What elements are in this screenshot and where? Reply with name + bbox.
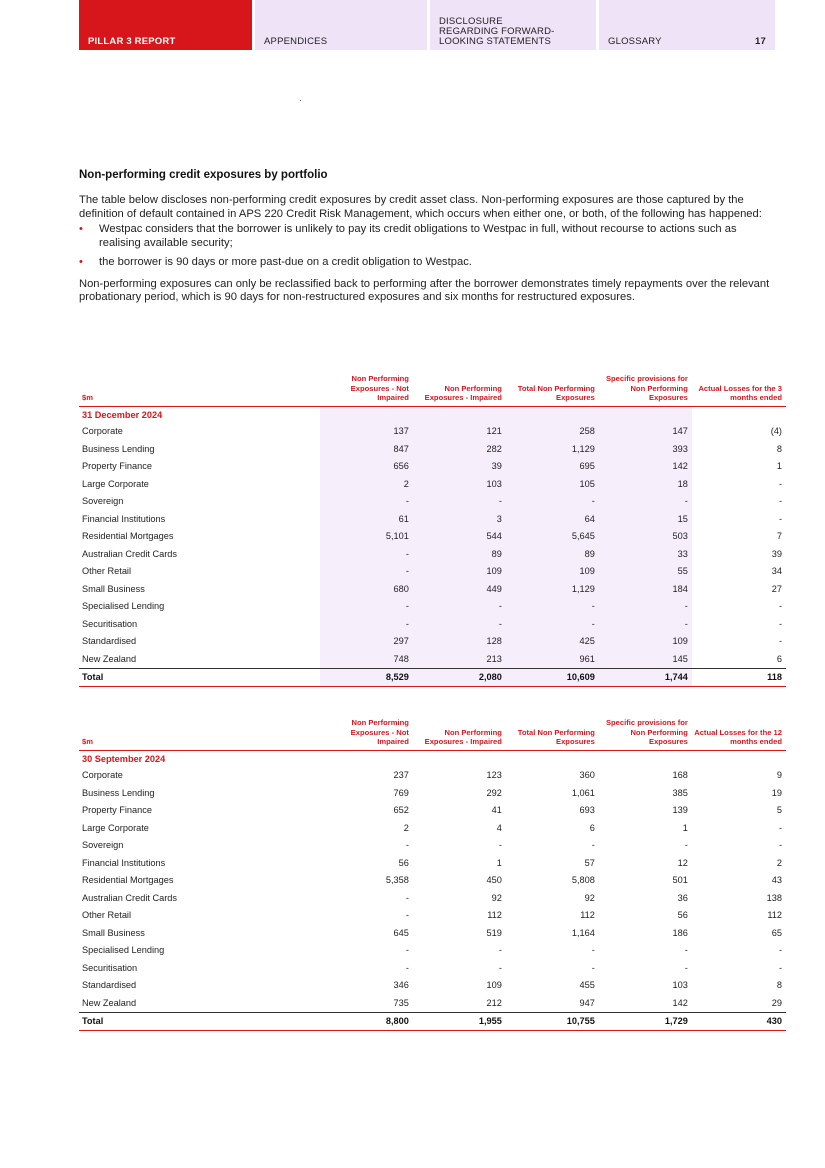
intro-text: [79, 194, 779, 305]
table-row: [79, 650, 786, 668]
table-row: [79, 528, 786, 546]
total-cell: 10,609: [506, 668, 599, 686]
column-header: Actual Losses for the 12 months ended: [692, 718, 786, 750]
table-cell: 89: [506, 545, 599, 563]
table-cell: 695: [506, 458, 599, 476]
table-cell: 18: [599, 475, 692, 493]
table-cell: 109: [413, 563, 506, 581]
table-cell: 7: [776, 531, 782, 542]
table-cell: 137: [320, 423, 413, 441]
table-cell: 3: [413, 510, 506, 528]
column-header: Non Performing Exposures - Impaired: [413, 718, 506, 750]
table-cell: 1,061: [571, 787, 595, 798]
intro-paragraph-1: The table below discloses non-performing credit exposures by credit asset class. Non-performing exposures are those captured by the definition of default contained in APS 220 Credit Risk Management, which occurs when either one, or both, of the following has happened:: [79, 194, 762, 220]
table-cell: Sovereign: [82, 840, 124, 851]
total-cell: 1,729: [599, 1012, 692, 1030]
column-header: Specific provisions for Non Performing Exposures: [599, 718, 692, 750]
table-row: [79, 872, 786, 890]
table-cell: -: [506, 598, 599, 616]
table-cell: -: [498, 945, 502, 956]
table-cell: 6: [776, 653, 782, 664]
table-row: [79, 615, 786, 633]
table-cell: 12: [677, 857, 688, 868]
period-row: [79, 750, 786, 767]
table-cell: 5,358: [385, 875, 409, 886]
table-cell: 9: [776, 770, 782, 781]
table-row: [79, 924, 786, 942]
table-cell: -: [778, 618, 782, 629]
column-header: Non Performing Exposures - Impaired: [413, 374, 506, 406]
table-cell: Sovereign: [82, 496, 124, 507]
table-row: [79, 802, 786, 820]
table-cell: 947: [579, 997, 595, 1008]
table-cell: 748: [320, 650, 413, 668]
table-header-row: [79, 718, 786, 750]
table-cell: 43: [771, 875, 782, 886]
table-cell: -: [778, 945, 782, 956]
table-cell: 297: [320, 633, 413, 651]
table-cell: 8: [776, 980, 782, 991]
table-cell: 103: [672, 980, 688, 991]
table-cell: 503: [599, 528, 692, 546]
table-cell: -: [413, 598, 506, 616]
table-row: [79, 942, 786, 960]
table-cell: -: [778, 496, 782, 507]
table-cell: 123: [486, 770, 502, 781]
table-cell: -: [405, 962, 409, 973]
table-cell: 41: [491, 805, 502, 816]
table-row: [79, 493, 786, 511]
table-cell: Financial Institutions: [82, 857, 166, 868]
table-row: [79, 889, 786, 907]
table-cell: -: [599, 615, 692, 633]
table-cell: 61: [320, 510, 413, 528]
table-cell: -: [413, 615, 506, 633]
table-cell: -: [413, 493, 506, 511]
table-cell: Other Retail: [82, 566, 132, 577]
table-cell: Standardised: [82, 636, 137, 647]
section-title: Non-performing credit exposures by portfolio: [79, 169, 328, 181]
period-label: 31 December 2024: [82, 409, 163, 420]
table-cell: 656: [320, 458, 413, 476]
table-cell: Specialised Lending: [82, 601, 165, 612]
table-cell: -: [778, 601, 782, 612]
table-cell: Securitisation: [82, 618, 138, 629]
table-cell: 8: [776, 443, 782, 454]
column-header: Total Non Performing Exposures: [506, 718, 599, 750]
nav-tab-label: GLOSSARY: [608, 36, 662, 47]
table-cell: 1,129: [506, 580, 599, 598]
table-cell: -: [778, 962, 782, 973]
table-cell: Corporate: [82, 426, 123, 437]
table-cell: 39: [413, 458, 506, 476]
nav-tab-label: APPENDICES: [264, 36, 328, 47]
empty-cell: [413, 750, 506, 767]
nav-tab-pillar3-report[interactable]: [79, 0, 252, 50]
bullet-text: Westpac considers that the borrower is unlikely to pay its credit obligations to Westpac in full, without recourse to actions such as realising available security;: [99, 223, 737, 249]
table-cell: 1,129: [506, 440, 599, 458]
table-row: [79, 475, 786, 493]
period-row: [79, 406, 786, 423]
total-cell: 2,080: [413, 668, 506, 686]
table-cell: 121: [413, 423, 506, 441]
npe-table-sep-2024: [79, 718, 786, 1031]
table-cell: 89: [413, 545, 506, 563]
table-cell: 449: [413, 580, 506, 598]
table-cell: Financial Institutions: [82, 513, 166, 524]
table-cell: -: [591, 840, 595, 851]
empty-cell: [320, 750, 413, 767]
bullet-item: [79, 223, 779, 250]
empty-cell: [692, 406, 786, 423]
table-cell: -: [320, 598, 413, 616]
table-cell: -: [591, 945, 595, 956]
table-cell: (4): [770, 426, 782, 437]
top-navigation: [79, 0, 786, 50]
table-cell: 2: [776, 857, 782, 868]
bullet-item: [79, 256, 779, 270]
table-cell: 5: [776, 805, 782, 816]
total-cell: 8,800: [320, 1012, 413, 1030]
table-cell: 450: [486, 875, 502, 886]
table-cell: -: [599, 493, 692, 511]
nav-tab-label: PILLAR 3 REPORT: [88, 36, 176, 47]
table-cell: 103: [413, 475, 506, 493]
column-header: Actual Losses for the 3 months ended: [692, 374, 786, 406]
table-cell: 4: [496, 822, 502, 833]
table-cell: 184: [599, 580, 692, 598]
empty-cell: [599, 406, 692, 423]
table-cell: 680: [320, 580, 413, 598]
table-cell: Residential Mortgages: [82, 875, 174, 886]
table-cell: 693: [579, 805, 595, 816]
column-header: Total Non Performing Exposures: [506, 374, 599, 406]
bullet-list: [79, 223, 779, 270]
table-cell: 109: [506, 563, 599, 581]
table-row: [79, 767, 786, 785]
table-row: [79, 598, 786, 616]
intro-paragraph-2: Non-performing exposures can only be reclassified back to performing after the borrower demonstrates timely repayments over the relevant probationary period, which is 90 days for non-restructured exposures and six months for restructured exposures.: [79, 277, 770, 303]
nav-tab-forward-looking[interactable]: [430, 0, 596, 50]
table-row: [79, 423, 786, 441]
total-cell: Total: [79, 1012, 320, 1030]
table-cell: New Zealand: [82, 997, 137, 1008]
table-cell: 64: [506, 510, 599, 528]
table-cell: 346: [393, 980, 409, 991]
empty-cell: [320, 406, 413, 423]
table-cell: Securitisation: [82, 962, 138, 973]
table-cell: 109: [486, 980, 502, 991]
table-cell: 1: [776, 461, 782, 472]
table-cell: 128: [413, 633, 506, 651]
table-row: [79, 994, 786, 1012]
table-cell: 92: [491, 892, 502, 903]
table-row: [79, 580, 786, 598]
table-row: [79, 959, 786, 977]
table-cell: 147: [599, 423, 692, 441]
table-cell: -: [778, 513, 782, 524]
table-cell: Large Corporate: [82, 478, 149, 489]
table-cell: 5,808: [571, 875, 595, 886]
table-row: [79, 510, 786, 528]
table-cell: 109: [599, 633, 692, 651]
column-header: Specific provisions for Non Performing Exposures: [599, 374, 692, 406]
table-cell: 138: [766, 892, 782, 903]
nav-tab-appendices[interactable]: [255, 0, 427, 50]
page-number: 17: [755, 36, 766, 47]
empty-cell: [692, 750, 786, 767]
total-cell: 10,755: [506, 1012, 599, 1030]
table-cell: 112: [487, 910, 502, 921]
table-cell: 1: [682, 822, 688, 833]
table-cell: 5,645: [506, 528, 599, 546]
table-cell: 112: [580, 910, 595, 921]
table-cell: 5,101: [320, 528, 413, 546]
column-header: $m: [79, 718, 320, 750]
table-cell: 56: [677, 910, 688, 921]
table-cell: -: [684, 962, 688, 973]
table-row: [79, 837, 786, 855]
table-cell: 393: [599, 440, 692, 458]
empty-cell: [599, 750, 692, 767]
table-cell: Other Retail: [82, 910, 132, 921]
table-cell: -: [599, 598, 692, 616]
table-header-row: [79, 374, 786, 406]
empty-cell: [506, 750, 599, 767]
table-cell: 292: [486, 787, 502, 798]
table-cell: 652: [393, 805, 409, 816]
table-cell: -: [405, 945, 409, 956]
table-row: [79, 819, 786, 837]
bullet-glyph: •: [79, 223, 83, 235]
table-cell: Business Lending: [82, 443, 155, 454]
table-cell: 92: [584, 892, 595, 903]
table-cell: 645: [393, 927, 409, 938]
table-cell: -: [320, 493, 413, 511]
nav-tab-label: DISCLOSURE REGARDING FORWARD-LOOKING STATEMENTS: [439, 16, 555, 47]
table-cell: 112: [767, 910, 782, 921]
table-cell: Corporate: [82, 770, 123, 781]
table-cell: 237: [393, 770, 409, 781]
table-cell: 57: [584, 857, 595, 868]
table-cell: 33: [599, 545, 692, 563]
total-cell: 8,529: [320, 668, 413, 686]
npe-table-dec-2024: [79, 374, 786, 687]
table-cell: Business Lending: [82, 787, 155, 798]
table-row: [79, 545, 786, 563]
table-cell: -: [498, 962, 502, 973]
table-row: [79, 440, 786, 458]
table-cell: 56: [398, 857, 409, 868]
table-cell: Large Corporate: [82, 822, 149, 833]
table-cell: -: [405, 840, 409, 851]
table-cell: 519: [486, 927, 502, 938]
table-cell: 360: [579, 770, 595, 781]
table-row: [79, 458, 786, 476]
table-cell: 34: [771, 566, 782, 577]
table-cell: -: [506, 615, 599, 633]
total-cell: Total: [79, 668, 320, 686]
table-cell: 282: [413, 440, 506, 458]
table-cell: 2: [403, 822, 409, 833]
table-cell: 186: [672, 927, 688, 938]
table-cell: Standardised: [82, 980, 137, 991]
table-cell: -: [498, 840, 502, 851]
table-cell: -: [405, 892, 409, 903]
table-cell: 36: [677, 892, 688, 903]
table-cell: 55: [599, 563, 692, 581]
table-cell: 385: [672, 787, 688, 798]
total-cell: 1,955: [413, 1012, 506, 1030]
nav-tab-glossary[interactable]: [599, 0, 775, 50]
table-cell: -: [778, 840, 782, 851]
empty-cell: [506, 406, 599, 423]
column-header: Non Performing Exposures - Not Impaired: [320, 718, 413, 750]
table-cell: 1,164: [571, 927, 595, 938]
table-cell: 2: [320, 475, 413, 493]
table-cell: Property Finance: [82, 805, 152, 816]
table-cell: -: [320, 563, 413, 581]
total-cell: 118: [692, 668, 786, 686]
table-row: [79, 854, 786, 872]
column-header: $m: [79, 374, 320, 406]
bullet-glyph: •: [79, 256, 83, 268]
stray-dot: [300, 100, 301, 101]
table-cell: 735: [393, 997, 409, 1008]
table-cell: 6: [589, 822, 595, 833]
total-row: [79, 1012, 786, 1030]
period-label: 30 September 2024: [82, 753, 166, 764]
table-cell: -: [684, 945, 688, 956]
table-row: [79, 784, 786, 802]
table-row: [79, 563, 786, 581]
table-cell: -: [778, 478, 782, 489]
table-cell: 15: [599, 510, 692, 528]
table-cell: 501: [672, 875, 688, 886]
table-cell: 142: [599, 458, 692, 476]
table-cell: 19: [771, 787, 782, 798]
table-cell: 769: [393, 787, 409, 798]
table-cell: Specialised Lending: [82, 945, 165, 956]
column-header: Non Performing Exposures - Not Impaired: [320, 374, 413, 406]
table-cell: -: [778, 636, 782, 647]
table-cell: 1: [496, 857, 502, 868]
table-cell: 27: [771, 583, 782, 594]
table-cell: Australian Credit Cards: [82, 548, 177, 559]
table-cell: 105: [506, 475, 599, 493]
table-cell: 544: [413, 528, 506, 546]
table-cell: 847: [320, 440, 413, 458]
table-cell: -: [405, 910, 409, 921]
table-cell: 961: [506, 650, 599, 668]
table-row: [79, 977, 786, 995]
table-cell: 145: [599, 650, 692, 668]
table-cell: Small Business: [82, 583, 145, 594]
table-cell: -: [506, 493, 599, 511]
table-cell: 142: [672, 997, 688, 1008]
table-cell: 258: [506, 423, 599, 441]
total-row: [79, 668, 786, 686]
bullet-text: the borrower is 90 days or more past-due on a credit obligation to Westpac.: [99, 256, 472, 268]
table-cell: 425: [506, 633, 599, 651]
table-cell: -: [778, 822, 782, 833]
table-cell: 139: [672, 805, 688, 816]
table-cell: New Zealand: [82, 653, 137, 664]
table-cell: Property Finance: [82, 461, 152, 472]
table-cell: 168: [672, 770, 688, 781]
table-cell: 65: [771, 927, 782, 938]
table-cell: 29: [771, 997, 782, 1008]
table-cell: Australian Credit Cards: [82, 892, 177, 903]
total-cell: 430: [692, 1012, 786, 1030]
table-row: [79, 907, 786, 925]
table-cell: 212: [486, 997, 502, 1008]
table-row: [79, 633, 786, 651]
total-cell: 1,744: [599, 668, 692, 686]
table-cell: -: [591, 962, 595, 973]
empty-cell: [413, 406, 506, 423]
table-cell: -: [320, 545, 413, 563]
table-cell: 39: [771, 548, 782, 559]
table-cell: 455: [579, 980, 595, 991]
table-cell: -: [684, 840, 688, 851]
table-cell: 213: [413, 650, 506, 668]
table-cell: Small Business: [82, 927, 145, 938]
table-cell: -: [320, 615, 413, 633]
table-cell: Residential Mortgages: [82, 531, 174, 542]
